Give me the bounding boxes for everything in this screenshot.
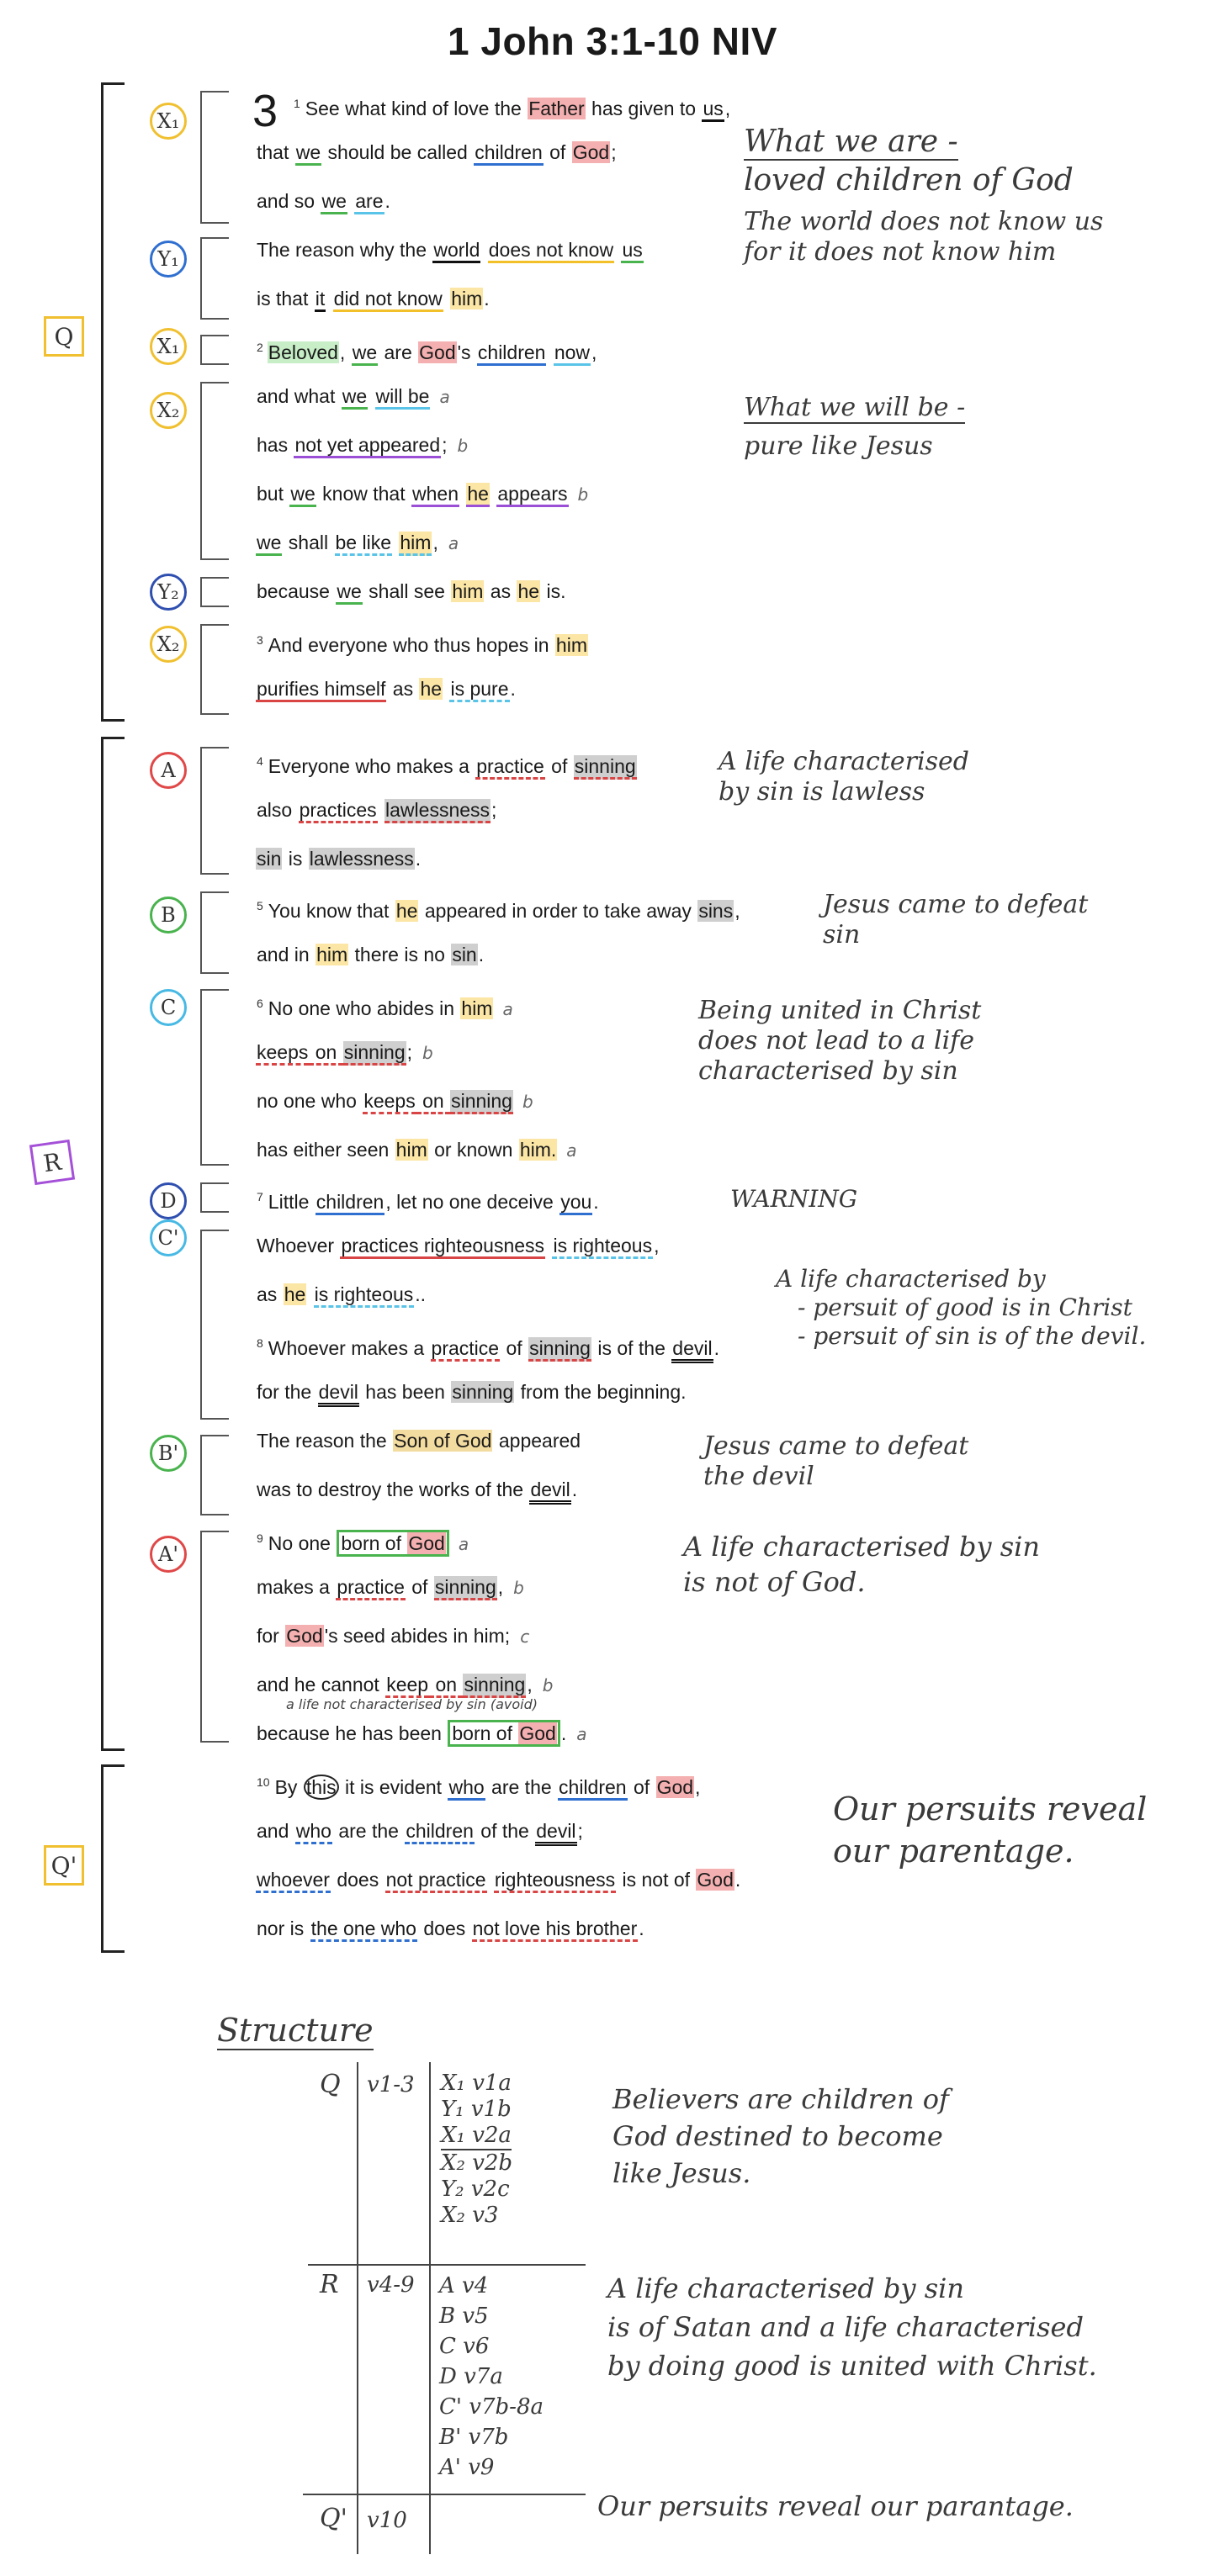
structure-r-item: A v4 [439, 2273, 489, 2298]
verse-line-2f: because we shall see him as he is. [256, 579, 566, 604]
note-not-of-god: A life characterised by sin is not of God. [683, 1531, 1040, 1598]
section-label-q: Q [44, 316, 84, 357]
marker-b: B [150, 897, 187, 934]
verse-line-6b: keeps on sinning; b [256, 1039, 434, 1066]
verse-line-1c: and so we are. [256, 188, 391, 214]
verse-line-1e: is that it did not know him. [256, 286, 491, 311]
bracket-q [101, 82, 125, 722]
marker-y2: Y₂ [150, 574, 187, 611]
verse-line-2c: has not yet appeared; b [256, 432, 469, 458]
sub-bracket-b2 [200, 1435, 229, 1515]
structure-q-item: Y₁ v1b [441, 2097, 512, 2122]
verse-line-10b: and who are the children of the devil; [256, 1818, 584, 1843]
marker-a: A [150, 752, 187, 789]
verse-line-6d: has either seen him or known him. a [257, 1139, 577, 1161]
sub-bracket-a [200, 747, 229, 875]
sub-bracket-b [200, 891, 229, 974]
verse-number: 4 [257, 754, 263, 768]
verse-line-7b: Whoever practices righteousness is righteous, [256, 1233, 660, 1258]
verse-line-8a: $^8$ Whoever makes a practice of sinning is of the devil. [256, 1330, 720, 1361]
structure-q-range: v1-3 [367, 2072, 415, 2097]
structure-q-item: X₁ v2a [441, 2123, 512, 2150]
structure-r-range: v4-9 [367, 2272, 415, 2298]
structure-q-items [441, 2071, 512, 2229]
verse-number: 10 [257, 1775, 270, 1789]
sub-bracket-y2 [200, 577, 229, 607]
verse-number: 6 [257, 997, 263, 1010]
verse-number: 7 [257, 1190, 263, 1203]
section-label-r: R [29, 1140, 75, 1185]
structure-rule-horizontal-2 [303, 2494, 586, 2495]
verse-number: 2 [257, 341, 263, 354]
verse-line-8c: The reason the Son of God appeared [257, 1430, 581, 1452]
verse-line-4b: also practices lawlessness; [256, 797, 497, 823]
sub-bracket-x1a [200, 91, 229, 224]
verse-line-3b: purifies himself as he is pure. [256, 676, 517, 701]
marker-y1: Y₁ [150, 241, 187, 278]
note-united-in-christ: Being united in Christ does not lead to a life characterised by sin [698, 996, 982, 1086]
structure-r-item: D v7a [439, 2364, 503, 2389]
structure-r-item: B v5 [439, 2304, 489, 2329]
marker-x1b: X₁ [150, 328, 187, 365]
verse-line-2a: $^2$ Beloved, we are God's children now, [256, 335, 597, 365]
verse-line-8b: for the devil has been sinning from the beginning. [256, 1379, 687, 1404]
note-warning: WARNING [730, 1185, 858, 1213]
verse-line-4c: sin is lawlessness. [257, 848, 422, 870]
structure-r-item: A' v9 [439, 2455, 495, 2480]
sub-bracket-x2a [200, 382, 229, 560]
note-persuit: A life characterised by - persuit of good is in Christ - persuit of sin is of the devil. [776, 1265, 1147, 1350]
note-defeat-devil: Jesus came to defeat the devil [703, 1431, 969, 1491]
structure-q-item: X₁ v1a [441, 2071, 512, 2096]
verse-line-6a: $^6$ No one who abides in him a [257, 997, 513, 1019]
section-label-q2: Q' [44, 1845, 84, 1886]
verse-number: 9 [257, 1531, 263, 1545]
verse-line-10c: whoever does not practice righteousness is not of God. [256, 1867, 741, 1892]
verse-line-5b: and in him there is no sin. [257, 944, 485, 965]
structure-r-item: C' v7b-8a [439, 2394, 544, 2420]
structure-rule-horizontal-1 [308, 2264, 586, 2266]
sub-bracket-x2b [200, 624, 229, 715]
verse-line-2e: we shall be like him, a [256, 530, 459, 556]
sub-bracket-y1 [200, 237, 229, 320]
note-lawless: A life characterised by sin is lawless [719, 747, 969, 807]
verse-line-6c: no one who keeps on sinning b [256, 1088, 534, 1114]
structure-r-items [439, 2271, 544, 2483]
verse-line-9b: makes a practice of sinning, b [256, 1574, 525, 1600]
verse-number: 1 [294, 97, 300, 110]
marker-x1a: X₁ [150, 103, 187, 140]
sub-bracket-x1b [200, 335, 229, 365]
verse-line-9c: for God's seed abides in him; c [257, 1625, 530, 1647]
structure-q-item: X₂ v2b [441, 2150, 513, 2176]
annotation-small: a life not characterised by sin (avoid) [286, 1696, 538, 1712]
structure-rule-vertical-1 [357, 2062, 358, 2554]
sub-bracket-d [200, 1182, 229, 1213]
verse-line-10a: $^{10}$ By this it is evident who are the children of God, [256, 1769, 701, 1800]
structure-q-label: Q [320, 2070, 341, 2099]
structure-q2-label: Q' [320, 2504, 347, 2533]
structure-rule-vertical-2 [429, 2062, 431, 2554]
verse-line-1a: $^1$ See what kind of love the Father has given to us, [293, 91, 731, 121]
verse-line-8d: was to destroy the works of the devil. [256, 1477, 578, 1502]
note-defeat-sin: Jesus came to defeat sin [823, 890, 1089, 949]
verse-number: 3 [257, 633, 263, 647]
bracket-q2 [101, 1764, 125, 1953]
verse-line-2b: and what we will be a [256, 383, 451, 410]
marker-x2b: X₂ [150, 626, 187, 663]
verse-line-4a: $^4$ Everyone who makes a practice of sinning [256, 748, 637, 779]
sub-bracket-a2 [200, 1531, 229, 1743]
marker-b2: B' [150, 1435, 187, 1472]
verse-line-1b: that we should be called children of God; [256, 140, 618, 165]
structure-q-desc: Believers are children of God destined to become like Jesus. [612, 2083, 949, 2189]
structure-q-item: X₂ v3 [441, 2203, 499, 2228]
verse-line-5a: $^5$ You know that he appeared in order to take away sins, [257, 899, 740, 922]
structure-r-label: R [320, 2270, 339, 2299]
sub-bracket-c [200, 989, 229, 1166]
structure-r-item: C v6 [439, 2334, 490, 2359]
marker-a2: A' [150, 1536, 187, 1573]
verse-line-7a: $^7$ Little children, let no one deceive you. [256, 1184, 600, 1214]
verse-line-2d: but we know that when he appears b [256, 481, 589, 507]
note-world: The world does not know us for it does not know him [744, 207, 1104, 267]
verse-line-1d: The reason why the world does not know us [256, 237, 644, 262]
page-title: 1 John 3:1-10 NIV [448, 19, 777, 63]
marker-c: C [150, 989, 187, 1026]
structure-r-item: B' v7b [439, 2425, 509, 2450]
note-what-we-are: What we are - loved children of God [744, 124, 1074, 198]
chapter-number: 3 [252, 86, 278, 136]
note-persuits-reveal: Our persuits reveal our parentage. [833, 1791, 1148, 1870]
structure-q2-desc: Our persuits reveal our parantage. [597, 2490, 1074, 2522]
bracket-r [101, 737, 125, 1751]
verse-line-9d: and he cannot keep on sinning, b [256, 1672, 554, 1698]
verse-line-9e: because he has been born of God . a [256, 1721, 588, 1747]
structure-r-desc: A life characterised by sin is of Satan and a life characterised by doing good is united with Christ. [607, 2272, 1097, 2382]
marker-d: D [150, 1182, 187, 1219]
verse-line-7c: as he is righteous.. [256, 1282, 427, 1307]
marker-x2a: X₂ [150, 392, 187, 429]
marker-c2: C' [150, 1219, 187, 1256]
note-what-we-will-be: What we will be - pure like Jesus [744, 393, 966, 461]
verse-line-3a: $^3$ And everyone who thus hopes in him [257, 633, 587, 656]
verse-line-9a: $^9$ No one born of God a [256, 1526, 469, 1557]
verse-line-10d: nor is the one who does not love his brother. [256, 1916, 645, 1941]
verse-number: 5 [257, 899, 263, 912]
structure-q-item: Y₂ v2c [441, 2177, 510, 2202]
structure-q2-range: v10 [367, 2508, 407, 2533]
sub-bracket-c2 [200, 1230, 229, 1420]
verse-number: 8 [257, 1336, 263, 1350]
structure-title: Structure [217, 2012, 374, 2049]
